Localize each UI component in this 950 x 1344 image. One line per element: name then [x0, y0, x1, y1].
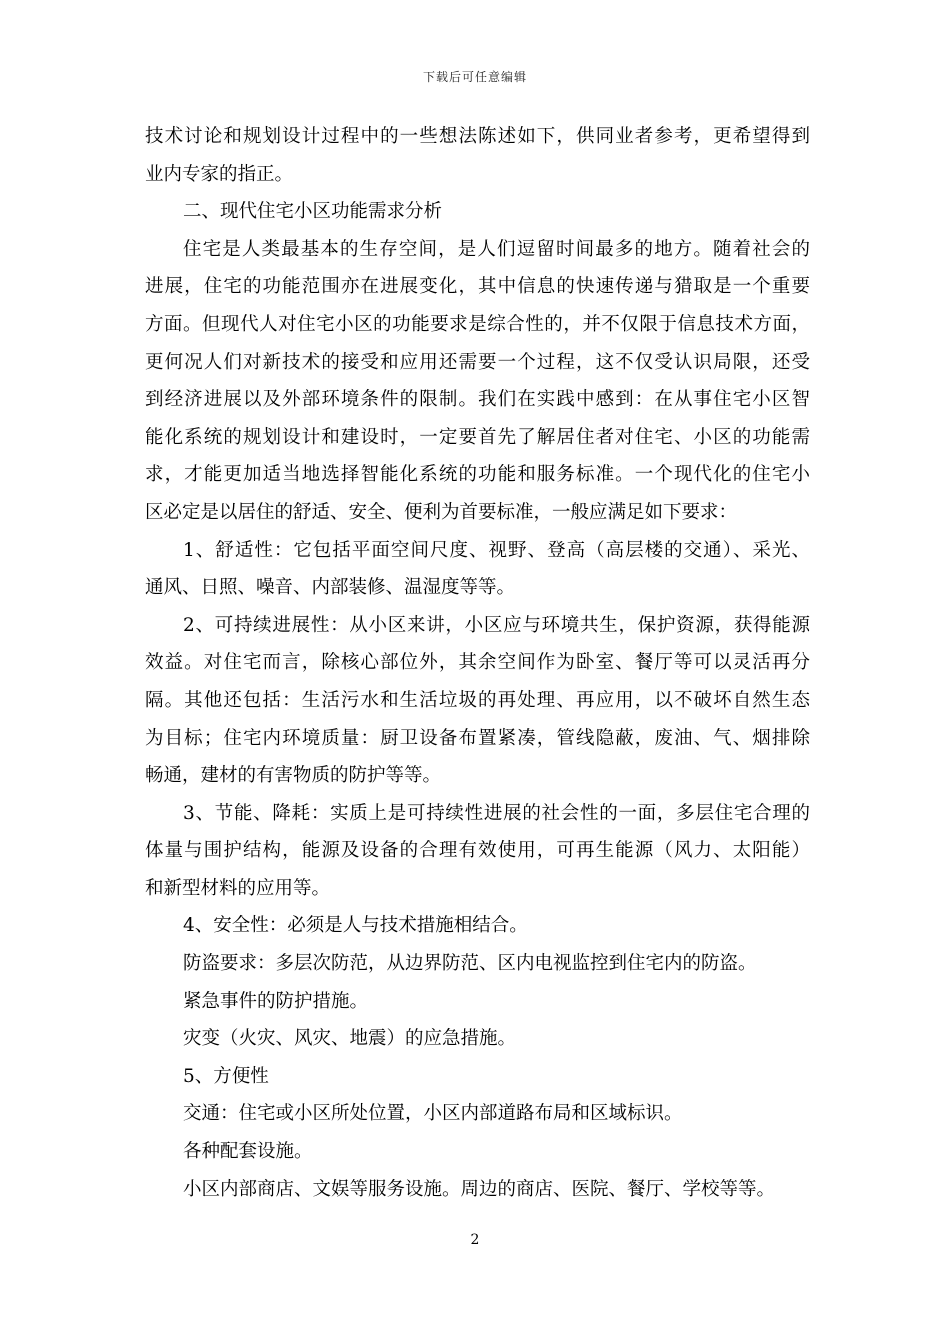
- text-line: 灾变（火灾、风灾、地震）的应急措施。: [183, 1028, 517, 1050]
- text-line: 效益。对住宅而言，除核心部位外，其余空间作为卧室、餐厅等可以灵活再分: [145, 652, 810, 674]
- text-line: 体量与围护结构，能源及设备的合理有效使用，可再生能源（风力、太阳能）: [145, 840, 810, 862]
- text-line: 4、安全性：必须是人与技术措施相结合。: [183, 915, 528, 937]
- text-line: 交通：住宅或小区所处位置，小区内部道路布局和区域标识。: [183, 1103, 683, 1125]
- text-line: 方面。但现代人对住宅小区的功能要求是综合性的，并不仅限于信息技术方面，: [145, 313, 810, 335]
- text-line: 更何况人们对新技术的接受和应用还需要一个过程，这不仅受认识局限，还受: [145, 351, 810, 373]
- text-line: 和新型材料的应用等。: [145, 877, 331, 899]
- text-line: 住宅是人类最基本的生存空间，是人们逗留时间最多的地方。随着社会的: [183, 238, 810, 260]
- text-line: 1、舒适性：它包括平面空间尺度、视野、登高（高层楼的交通）、采光、: [183, 539, 810, 561]
- text-line: 畅通，建材的有害物质的防护等等。: [145, 765, 442, 787]
- text-line: 5、方便性: [183, 1065, 269, 1087]
- text-line: 进展，住宅的功能范围亦在进展变化，其中信息的快速传递与猎取是一个重要: [145, 276, 810, 298]
- document-body: [145, 118, 810, 1208]
- text-line: 隔。其他还包括：生活污水和生活垃圾的再处理、再应用，以不破坏自然生态: [145, 689, 810, 711]
- text-line: 3、节能、降耗：实质上是可持续性进展的社会性的一面，多层住宅合理的: [183, 802, 810, 824]
- text-line: 为目标；住宅内环境质量：厨卫设备布置紧凑，管线隐蔽，废油、气、烟排除: [145, 727, 810, 749]
- text-line: 到经济进展以及外部环境条件的限制。我们在实践中感到：在从事住宅小区智: [145, 389, 810, 411]
- page-header: 下载后可任意编辑: [422, 70, 527, 84]
- text-line: 技术讨论和规划设计过程中的一些想法陈述如下，供同业者参考，更希望得到: [145, 126, 810, 147]
- text-line: 二、现代住宅小区功能需求分析: [183, 201, 443, 223]
- text-line: 防盗要求：多层次防范，从边界防范、区内电视监控到住宅内的防盗。: [183, 953, 757, 975]
- text-line: 区必定是以居住的舒适、安全、便利为首要标准，一般应满足如下要求：: [145, 501, 738, 523]
- text-line: 各种配套设施。: [183, 1141, 313, 1163]
- text-line: 通风、日照、噪音、内部装修、温湿度等等。: [145, 577, 516, 599]
- text-line: 求，才能更加适当地选择智能化系统的功能和服务标准。一个现代化的住宅小: [145, 464, 810, 486]
- text-line: 2、可持续进展性：从小区来讲，小区应与环境共生，保护资源，获得能源: [183, 614, 810, 636]
- text-line: 紧急事件的防护措施。: [183, 990, 369, 1012]
- text-line: 业内专家的指正。: [145, 163, 294, 185]
- page-number: 2: [470, 1232, 480, 1248]
- text-line: 小区内部商店、文娱等服务设施。周边的商店、医院、餐厅、学校等等。: [183, 1178, 776, 1200]
- text-line: 能化系统的规划设计和建设时，一定要首先了解居住者对住宅、小区的功能需: [145, 426, 810, 448]
